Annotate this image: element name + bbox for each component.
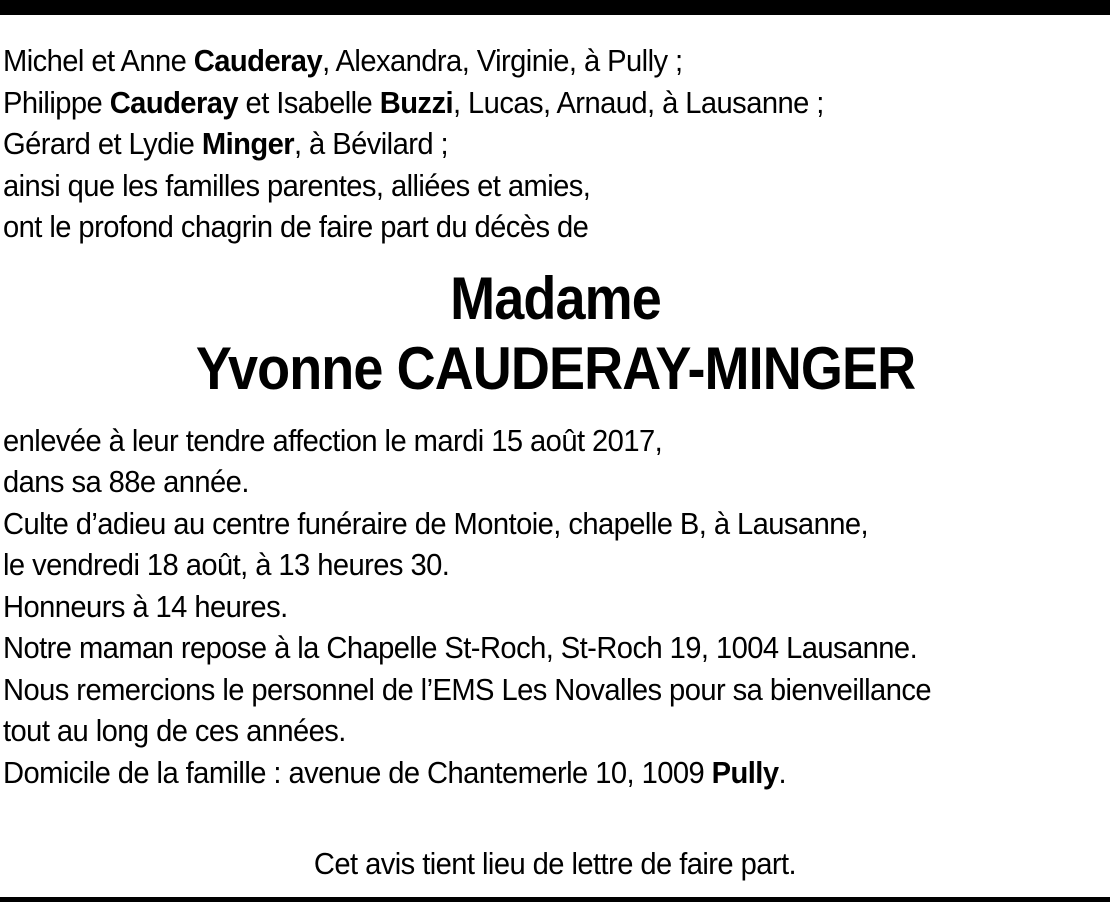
details-line: dans sa 88e année. bbox=[3, 464, 249, 499]
family-name: Cauderay bbox=[193, 43, 323, 78]
family-line-5: ont le profond chagrin de faire part du décès de bbox=[3, 209, 589, 244]
details-line: Honneurs à 14 heures. bbox=[3, 588, 288, 624]
details-line: Culte d’adieu au centre funéraire de Montoie, chapelle B, à Lausanne, bbox=[3, 505, 869, 541]
details-line: Notre maman repose à la Chapelle St-Roch, St-Roch 19, 1004 Lausanne. bbox=[3, 630, 918, 665]
details-line: Nous remercions le personnel de l’EMS Les Novalles pour sa bienveillance bbox=[3, 671, 931, 707]
family-line-3: Gérard et Lydie Minger, à Bévilard ; bbox=[3, 126, 449, 161]
details-line: tout au long de ces années. bbox=[3, 713, 346, 748]
details-line: le vendredi 18 août, à 13 heures 30. bbox=[3, 547, 450, 582]
deceased-name: Yvonne CAUDERAY-MINGER bbox=[195, 334, 916, 402]
bottom-rule bbox=[0, 897, 1110, 902]
family-line-2: Philippe Cauderay et Isabelle Buzzi, Lucas, Arnaud, à Lausanne ; bbox=[3, 84, 824, 120]
details-line: enlevée à leur tendre affection le mardi 15 août 2017, bbox=[3, 422, 663, 458]
closing-note: Cet avis tient lieu de lettre de faire part. bbox=[313, 846, 797, 881]
family-name: Buzzi bbox=[379, 84, 453, 120]
family-name: Minger bbox=[201, 126, 294, 161]
deceased-title: Madame bbox=[450, 264, 661, 332]
top-rule bbox=[0, 0, 1110, 15]
family-announcement bbox=[3, 40, 1108, 248]
family-name: Cauderay bbox=[109, 84, 239, 120]
family-line-1: Michel et Anne Cauderay, Alexandra, Virginie, à Pully ; bbox=[3, 43, 683, 78]
deceased-heading bbox=[3, 264, 1108, 404]
obituary-notice bbox=[3, 40, 1108, 793]
domicile-town: Pully bbox=[711, 754, 779, 790]
family-line-4: ainsi que les familles parentes, alliées et amies, bbox=[3, 167, 591, 203]
domicile-line: Domicile de la famille : avenue de Chantemerle 10, 1009 Pully. bbox=[3, 754, 787, 790]
details bbox=[3, 420, 1108, 794]
